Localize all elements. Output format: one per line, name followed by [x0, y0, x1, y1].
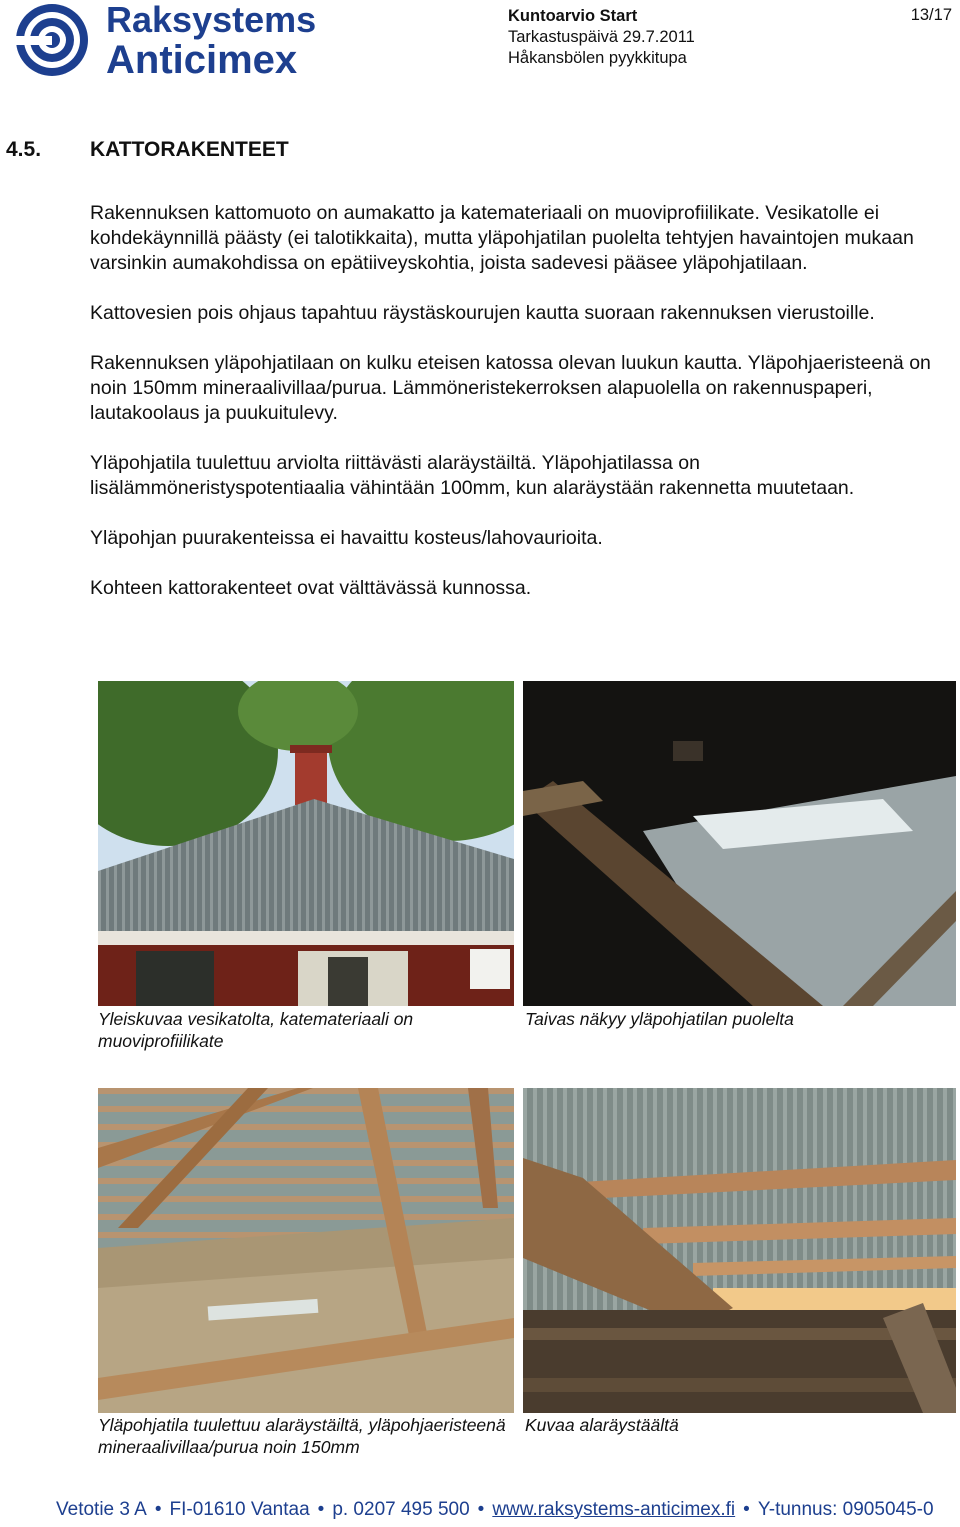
- footer-business-id: Y-tunnus: 0905045-0: [757, 1499, 934, 1520]
- photo-attic-sky: [523, 681, 956, 1006]
- photo-caption: Kuvaa alaräystäältä: [525, 1415, 679, 1435]
- footer-postal: FI-01610 Vantaa: [169, 1499, 310, 1520]
- section-number: 4.5.: [6, 138, 42, 161]
- section-title: KATTORAKENTEET: [90, 138, 289, 161]
- paragraph: Yläpohjatila tuulettuu arviolta riittävästi alaräystäiltä. Yläpohjatilassa on lisälämmöneristyspotentiaalia vähintään 100mm, kun alaräystään rakennetta muutetaan.: [90, 452, 855, 499]
- photo-attic-insulation: [98, 1088, 514, 1413]
- company-logo: [6, 0, 316, 80]
- photo-caption: Taivas näkyy yläpohjatilan puolelta: [525, 1009, 794, 1029]
- footer-website-link[interactable]: www.raksystems-anticimex.fi: [492, 1499, 736, 1520]
- logo-line-2: Anticimex: [106, 38, 298, 82]
- paragraph: Rakennuksen yläpohjatilaan on kulku eteisen katossa olevan luukun kautta. Yläpohjaeristeenä on noin 150mm mineraalivillaa/purua. Lämmöneristekerroksen alapuolella on rakennuspaperi, lautakoolaus ja puukuitulevy.: [90, 352, 931, 424]
- footer: Vetotie 3 A • FI-01610 Vantaa • p. 0207 495 500 • www.raksystems-anticimex.fi • Y-tunnus: 0905045-0: [56, 1499, 934, 1520]
- report-title: Kuntoarvio Start: [508, 7, 638, 25]
- logo-emblem-icon: [6, 0, 102, 80]
- paragraph: Kohteen kattorakenteet ovat välttävässä kunnossa.: [90, 577, 532, 599]
- page-number: 13/17: [910, 6, 952, 24]
- photo-lower-eaves: [523, 1088, 956, 1413]
- location: Håkansbölen pyykkitupa: [508, 49, 687, 67]
- paragraph: Yläpohjan puurakenteissa ei havaittu kosteus/lahovaurioita.: [90, 527, 603, 549]
- inspection-date: Tarkastuspäivä 29.7.2011: [508, 28, 695, 46]
- paragraph: Kattovesien pois ohjaus tapahtuu räystäskourujen kautta suoraan rakennuksen vierustoille.: [90, 302, 875, 324]
- paragraph: Rakennuksen kattomuoto on aumakatto ja katemateriaali on muoviprofiilikate. Vesikatolle ei kohdekäynnillä päästy (ei talotikkaita), mutta yläpohjatilan puolelta tehtyjen havaintojen mukaan varsinkin aumakohdissa on epätiiveyskohtia, joista sadevesi pääsee yläpohjatilaan.: [90, 202, 914, 274]
- footer-address: Vetotie 3 A: [56, 1499, 147, 1520]
- photo-roof-exterior: [98, 681, 514, 1006]
- logo-line-1: Raksystems: [106, 0, 317, 40]
- logo-wordmark: [106, 2, 316, 80]
- section-body: [90, 201, 950, 626]
- photo-caption: Yläpohjatila tuulettuu alaräystäiltä, yläpohjaeristeenä mineraalivillaa/purua noin 150mm: [98, 1415, 506, 1457]
- section-heading: [6, 138, 289, 162]
- photo-caption: Yleiskuvaa vesikatolta, katemateriaali on muoviprofiilikate: [98, 1009, 414, 1051]
- footer-phone: p. 0207 495 500: [332, 1499, 470, 1520]
- header-info: [508, 6, 695, 69]
